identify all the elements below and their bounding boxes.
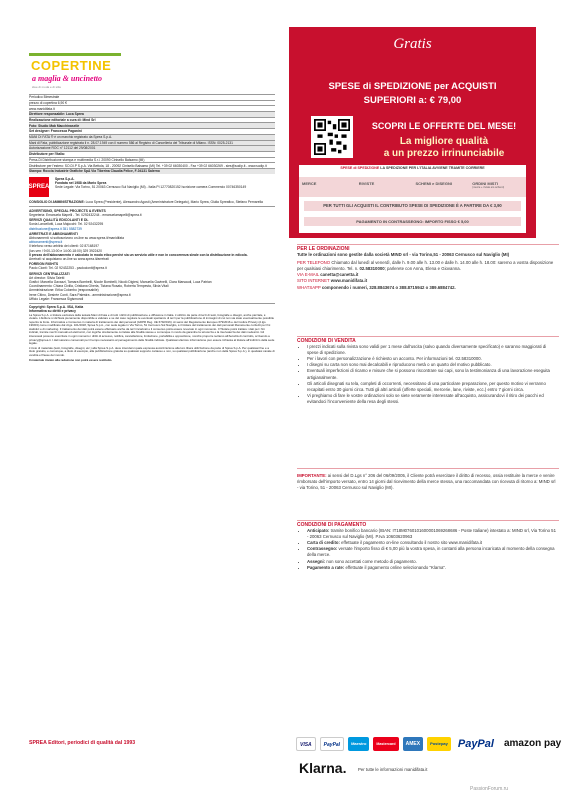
section-title: FOREIGN RIGHTS xyxy=(29,262,59,267)
payment-methods xyxy=(296,732,562,756)
notice-text: L'invio di materiale (testi, fotografie, disegni, etc.) alla Sprea S.p.A. deve intendersi quale espressa autorizzazione alla loro libera utilizzazione da parte di Sprea S.p.A. Per qualsiasi fine e a titolo gratuito, e comunque, a titolo di esempio, alla pubblicazione gratuita su qualsiasi supporto cartaceo e non, su qualsiasi pubblicazione (anche non della Sprea S.p.A.), in qualsiasi canale di vendita e Paese del mondo. xyxy=(29,345,275,358)
shipping-threshold: SUPERIORI a: € 79,00 xyxy=(363,95,462,106)
divider xyxy=(297,520,559,521)
section-title: ARRETRATI E ABBONAMENTI xyxy=(29,231,78,236)
conditions-block xyxy=(297,338,557,405)
quality-line-1: La migliore qualità xyxy=(399,136,489,147)
logo-bar xyxy=(29,53,121,56)
site-link[interactable]: www.manidifata.it xyxy=(330,278,368,284)
shipping-all-row: PER TUTTI GLI ACQUISTI IL CONTRIBUTO SPESE DI SPEDIZIONE È A PARTIRE DA € 3,90 xyxy=(304,201,521,211)
maestro-icon: Maestro xyxy=(348,737,369,751)
orders-line: Tutte le ordinazioni sono gestite dalla società MIND srl - via Torino,51 - 20063 Cernusco sul Naviglio (MI) xyxy=(297,252,510,258)
orders-whatsapp: WHATSAPP componendo i numeri, 328.8843674 o 388.8715942 o 389.6884742. xyxy=(297,284,456,290)
shipping-table-title: SPESE di SPEDIZIONE LA SPEDIZIONE PER L'ITALIA AVVIENE TRAMITE CORRIERE xyxy=(340,166,485,170)
colophon-row: www.manidifata.it xyxy=(29,105,275,111)
paypal-icon: PayPal xyxy=(320,737,344,751)
col-schemi: SCHEMI e DISEGNI xyxy=(415,181,452,186)
section-line: abbonamenti@sprea.it xyxy=(29,240,63,245)
shipping-table xyxy=(299,165,526,233)
important-label: IMPORTANTE: xyxy=(297,473,327,478)
quality-line-2: a un prezzo irrinunciabile xyxy=(383,148,505,159)
col-ordini-misti: ORDINI MISTI (merce + riviste e/o schemi) xyxy=(472,181,505,189)
publisher-footer: SPREA Editori, periodici di qualità dal 1993 xyxy=(29,740,136,746)
condition-item: • Per i lavori con personalizzazione è richiesto un acconto. Per informazioni tel. 02.58310000. xyxy=(307,356,557,362)
magazine-logo xyxy=(29,52,275,94)
privacy-text: La Sprea S.p.A. è titolare esclusiva della testata Mani di Fata e di tutti i diritti di pubblicazione e diffusione in Italia. L'utilizzo da parte di terzi di testi, fotografie e disegni, anche parziale, è vietato. L'Editore si dichiara pienamente disponibile a valutare e se del caso regolare le eventuali spettanze di terzi per la pubblicazione di immagini di cui non sia stato eventualmente possibile reperire la fonte. Informativa e Consenso in materia di trattamento dei dati personali (GDPR Reg. UE 679/2016). Ai sensi del Regolamento Europeo 679/2016 e del Codice Privacy (d.lgs. 196/03) come modificato dal d.lgs. 101/2018, Sprea S.p.A., con sede legale in Via Torino, 51 Cernusco Sul Naviglio, è il titolare del trattamento dei dati personali liberamente conferiti per fini statistici e di marketing. Il trattamento dei dati potrà essere effettuato anche da terzi incaricati e il consenso potrà essere revocato in ogni momento. Il Titolare potrà trattare i dati per i fini indicati, tramite mezzi manuali ed elettronici, con logiche strettamente correlate alle finalità stesse e comunque in modo da garantire la sicurezza e la riservatezza dei dati medesimi. Gli interessati possono esercitare in ogni momento i diritti di accesso, rettifica, cancellazione, limitazione, portabilità e opposizione, nonché proporre reclamo all'Autorità di controllo, scrivendo a privacy@sprea.it. I dati saranno conservati per il tempo necessario al perseguimento delle finalità indicate. Qualsiasi ulteriore informazione può essere richiesta al titolare all'indirizzo della sede legale. xyxy=(29,312,275,346)
section-title: SERVIZI CENTRALIZZATI xyxy=(29,271,70,276)
section-line: Paolo Cionti: Tel. 02 92432253 - paolocionti@sprea.it xyxy=(29,266,107,271)
section-line: Il prezzo dell'abbonamento è calcolato in modo etico perché sia un servizio utile e non in concorrenza sleale con la distribuzione in edicola. xyxy=(29,252,248,257)
condition-item: • I prezzi indicati sulla rivista sono validi per 1 mese dall'uscita (salvo quando diversamente specificato) e saranno maggiorati di spese di spedizione. xyxy=(307,344,557,356)
qr-code[interactable] xyxy=(311,116,353,158)
colophon-row: Autorizzazione ROC n° 12112 del 29/08/2001 xyxy=(29,145,275,151)
col-riviste: RIVISTE xyxy=(358,181,375,186)
orders-heading: PER LE ORDINAZIONI xyxy=(297,246,350,252)
klarna-logo: Klarna. xyxy=(299,760,347,776)
logo-tagline: idee di moda e di stile xyxy=(32,85,62,89)
section-line: Arretrati: si acquistano on-line su www.sprea.it/arretrati xyxy=(29,257,109,262)
colophon-row: Direttore responsabile: Luca Sprea xyxy=(29,111,275,117)
colophon-row: Periodico Bimestrale xyxy=(29,94,275,100)
section-line: Amministrazione: Erika Colombo (responsabile) xyxy=(29,288,99,293)
copyright: Copyright: Sprea S.p.A. /ISA, Katia xyxy=(29,305,84,310)
colophon-row: Distributore per l'Italia: xyxy=(29,151,275,157)
section-line: Art director: Silvia Taietti xyxy=(29,275,65,280)
email-link[interactable]: canetta@canetta.it xyxy=(320,272,359,278)
section-line: Sonia Lancellotti, Luca Majocchi: Tel. 02 92432295 xyxy=(29,222,104,227)
amazon-pay-logo: amazon pay xyxy=(501,737,564,751)
logo-subtitle: a maglia & uncinetto xyxy=(32,74,103,83)
payment-item: • Assegni: non sono accettati come metodo di pagamento. xyxy=(307,559,557,565)
payment-item: • Pagamento a rate: effettuate il pagamento online selezionando "Klarna". xyxy=(307,565,557,571)
section-line: distribuzione@sprea.it 351 5582739 xyxy=(29,226,82,231)
publisher-name: Sprea S.p.A. xyxy=(55,176,75,181)
postepay-icon: Postepay xyxy=(427,737,451,751)
condition-item: • Vi preghiamo di fare le vostre ordinazioni solo se siete veramente interessate all'acquisto, assicurandovi il ritiro dei pacchi ed evitandoci l'inconveniente della resa degli stessi. xyxy=(307,393,557,405)
privacy-title: Informativa su diritti e privacy xyxy=(29,309,76,314)
payment-list xyxy=(297,528,557,571)
legal-block xyxy=(29,303,275,362)
shipping-ad xyxy=(289,27,536,238)
conditions-heading: CONDIZIONI DI VENDITA xyxy=(297,338,356,344)
mastercard-icon: Mastercard xyxy=(373,737,398,751)
payment-heading: CONDIZIONI DI PAGAMENTO xyxy=(297,522,367,528)
board-members: Luca Sprea (Presidente), Alessandro Agosti (Amministratore Delegato), Mario Sprea, Giulia Spreafico, Stefano Pernarella xyxy=(85,199,263,204)
section-line: Ufficio Legale: Francesca Sigismondi xyxy=(29,296,84,301)
visa-icon: VISA xyxy=(296,737,316,751)
divider xyxy=(297,336,559,337)
colophon-row: MANI DI FATA ® è un marchio registrato da Sprea S.p.A. xyxy=(29,134,275,140)
section-line: Coordinamento: Chiara Civilla, Cristiana Gherla, Tiziana Rosato, Roberta Tempesta, Silvia Vitali xyxy=(29,284,169,289)
logo-title: COPERTINE xyxy=(31,58,112,73)
board-label: CONSIGLIO DI AMMINISTRAZIONE: xyxy=(29,199,85,204)
colophon-row: Foto: Studio Mab Macchinaselle xyxy=(29,122,275,128)
important-block xyxy=(297,473,557,491)
colophon-row: Press-Di Distribuzione stampa e multimedia S.r.l. 20090 Cinisello Balsamo (MI) xyxy=(29,157,275,163)
payment-item: • Carta di credito: effettuate il pagamento on-line consultando il nostro sito www.manidifata.it xyxy=(307,540,557,546)
important-text: ai sensi del D.Lgs n° 206 del 06/09/2005, il Cliente potrà esercitare il diritto di recesso, ossia restituire la merce e venire rimborsato dell'importo versato, entro 14 giorni dal ricevimento della merce stessa, una raccomandata con ricevuta di ritorno a: MIND srl - via Torino, 51 - 20063 Cernusco sul Naviglio (MI). xyxy=(297,473,556,491)
colophon-row: prezzo di copertina 6,90 € xyxy=(29,100,275,106)
orders-phone: PER TELEFONO Chiamato dal lunedì al venerdì, dalle h. 9.00 alle h. 13.00 e dalle h. 14.00 alle h. 18.00: saremo a vostra disposizione per qualsiasi chiarimento. Tel. n. 02.58310000; parlerete con Anna, Elena e Giovanna. xyxy=(297,260,554,272)
orders-site: SITO INTERNET www.manidifata.it xyxy=(297,278,368,284)
colophon-row: Realizzazione editoriale a cura di: Mind Srl xyxy=(29,117,275,123)
section-title: SERVIZI QUALITÀ EDICOLANTI E DL xyxy=(29,218,89,223)
watermark: PassionForum.ru xyxy=(470,786,509,792)
qr-code-icon xyxy=(314,119,350,155)
payment-item: • Anticipato: tramite bonifico bancario (IBAN: IT18M0760101600001069268686 - Poste Italiane) intestato a: MIND srl, Via Torino 51 - 20063 Cernusco sul Naviglio (MI). P.Iva 10603620963 xyxy=(307,528,557,540)
orders-email: VIA E-MAIL canetta@canetta.it xyxy=(297,272,359,278)
payment-block xyxy=(297,522,557,571)
section-line: (lun-ven / 9:00-13:00 e 14:00-18:00) 329 3922420 xyxy=(29,248,102,253)
col-merce: MERCE xyxy=(302,181,317,186)
colophon-row: Stampa: Roccia Industrie Grafiche SpA Via Tiberina Claudia Felice, F-04131 Salerno xyxy=(29,168,275,174)
gratis-title: Gratis xyxy=(393,36,432,52)
condition-item: • I disegni su carta non sono mai decalcabili e riproducono metà o un quarto del motivo pubblicato. xyxy=(307,362,557,368)
conditions-list xyxy=(297,344,557,405)
section-title: ADVERTISING, SPECIAL PROJECTS & EVENTS xyxy=(29,208,106,213)
disclaimer: Il materiale inviato alla redazione non potrà essere restituito. xyxy=(29,357,113,362)
section-line: Segreteria: Emanuela Mapelli - Tel. 0292432244 - emanuelamapelli@sprea.it xyxy=(29,213,142,218)
paypal-logo: PayPal xyxy=(455,737,497,751)
colophon xyxy=(29,52,275,362)
shipping-cod-row: PAGAMENTO IN CONTRASSEGNO: IMPORTO FISSO € 5,00 xyxy=(304,217,521,226)
condition-item: • Gli articoli disegnati su tela, completi di occorrenti, necessitano di una particolare preparazione, per questo motivo vi verranno recapitati entro 30 giorni circa. Tutti gli altri articoli (offerte speciali, mercerie, lane, riviste, ecc.) entro 7 giorni circa. xyxy=(307,381,557,393)
section-line: Il telefono verso arbitrio dei clienti: 02 87168197 xyxy=(29,244,100,249)
condition-item: • Eventuali imperfezioni di ricamo e misure che si possono riscontrare sui capi, sono la testimonianza di una lavorazione eseguita artigianalmente. xyxy=(307,368,557,380)
amex-icon: AMEX xyxy=(403,737,423,751)
sections xyxy=(29,206,275,301)
publisher-address: Sede Legale: Via Torino, 51 20063 Cernusco Sul Naviglio (MI) - Italia PI 12770820152 Iscrizione camera Commercio 00746350149 xyxy=(55,185,247,190)
divider xyxy=(297,244,559,245)
shipping-table-columns xyxy=(299,177,526,197)
section-line: Grafici: Marcella Gavazzi, Tamara Bombelli, Nicole Bombelli, Nicolò Digiesi, Manuella Gavinelli, Clara Marsaudi, Luca Patrian xyxy=(29,280,212,285)
section-line: Irene Citino, Desirée Conti, Sara Palestra - amministrazione@sprea.it xyxy=(29,292,131,297)
publisher-logo: SPREA xyxy=(29,177,49,197)
offers-headline: SCOPRI LE OFFERTE DEL MESE! xyxy=(371,121,517,131)
payment-item: • Contrassegno: versate l'importo fisso di € 5,00 più la vostra spesa, in contanti alla persona incaricata al momento della consegna della merce. xyxy=(307,546,557,558)
shipping-headline: SPESE di SPEDIZIONE per ACQUISTI xyxy=(328,81,497,92)
colophon-row: Set designer: Francesca Paganini xyxy=(29,128,275,134)
divider xyxy=(297,468,559,469)
colophon-row: Mani di Fata, pubblicazione registrata il n. 28.07.1949 con il numero 586 al Registro di Cancelleria del Tribunale di Milano. ISSN: 0025-2131 xyxy=(29,140,275,146)
section-line: Abbonamenti: si sottoscrivono on-line su www.sprea.it/manidifata xyxy=(29,236,124,241)
colophon-row: Distributore per l'estero: SO.DI.P S.p.A. Via Bettola, 18 - 20092 Cinisello Balsamo (MI) Tel. +39 02 66030400 - Fax +39 02 66030269 - sies@sodip.it - www.sodip.it xyxy=(29,162,275,168)
orders-block xyxy=(297,246,557,291)
publisher-block xyxy=(29,177,275,197)
klarna-info: Per tutte le informazioni manidifata.it xyxy=(358,767,428,772)
publisher-founded: Fondata nel 1988 da Mario Sprea xyxy=(55,180,107,185)
